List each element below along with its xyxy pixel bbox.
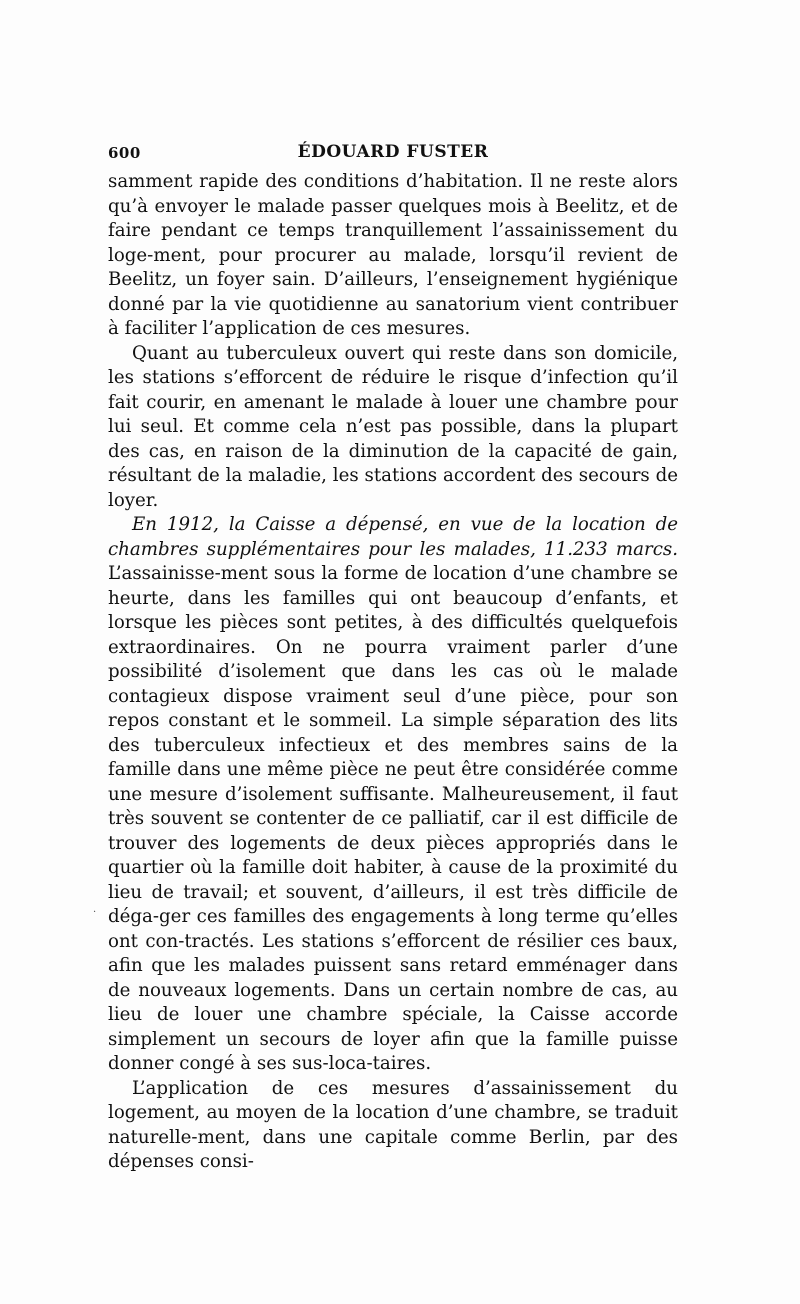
running-title: ÉDOUARD FUSTER — [297, 142, 489, 162]
italic-statement: En 1912, la Caisse a dépensé, en vue de la location de chambres supplémentaires pour les malades, 11.233 marcs. — [108, 514, 678, 560]
margin-mark: · — [93, 907, 97, 918]
running-head — [108, 136, 678, 170]
book-page — [108, 136, 678, 1175]
paragraph-4: L’application de ces mesures d’assainissement du logement, au moyen de la location d’une chambre, se traduit naturelle-ment, dans une capitale comme Berlin, par des dépenses consi- — [108, 1077, 678, 1172]
paragraph-2: Quant au tuberculeux ouvert qui reste dans son domicile, les stations s’efforcent de réduire le risque d’infection qu’il fait courir, en amenant le malade à louer une chambre pour lui seul. Et comme cela n’est pas possible, dans la plupart des cas, en raison de la diminution de la capacité de gain, résultant de la maladie, les stations accordent des secours de loyer. — [108, 342, 678, 511]
body-text — [108, 170, 678, 1175]
paragraph-1: samment rapide des conditions d’habitation. Il ne reste alors qu’à envoyer le malade passer quelques mois à Beelitz, et de faire pendant ce temps tranquillement l’assainissement du loge-ment, pour procurer au malade, lorsqu’il revient de Beelitz, un foyer sain. D’ailleurs, l’enseignement hygiénique donné par la vie quotidienne au sanatorium vient contribuer à faciliter l’application de ces mesures. — [108, 171, 678, 339]
paragraph-3 — [108, 513, 678, 1077]
page-number: 600 — [108, 144, 141, 162]
paragraph-3-text: L’assainisse-ment sous la forme de location d’une chambre se heurte, dans les familles qui ont beaucoup d’enfants, et lorsque les pièces sont petites, à des difficultés quelquefois extraordinaires. On ne pourra vraiment parler d’une possibilité d’isolement que dans les cas où le malade contagieux dispose vraiment seul d’une pièce, pour son repos constant et le sommeil. La simple séparation des lits des tuberculeux infectieux et des membres sains de la famille dans une même pièce ne peut être considérée comme une mesure d’isolement suffisante. Malheureusement, il faut très souvent se contenter de ce palliatif, car il est difficile de trouver des logements de deux pièces appropriés dans le quartier où la famille doit habiter, à cause de la proximité du lieu de travail; et souvent, d’ailleurs, il est très difficile de déga-ger ces familles des engagements à long terme qu’elles ont con-tractés. Les stations s’efforcent de résilier ces baux, afin que les malades puissent sans retard emménager dans de nouveaux logements. Dans un certain nombre de cas, au lieu de louer une chambre spéciale, la Caisse accorde simplement un secours de loyer afin que la famille puisse donner congé à ses sus-loca-taires. — [108, 563, 678, 1074]
